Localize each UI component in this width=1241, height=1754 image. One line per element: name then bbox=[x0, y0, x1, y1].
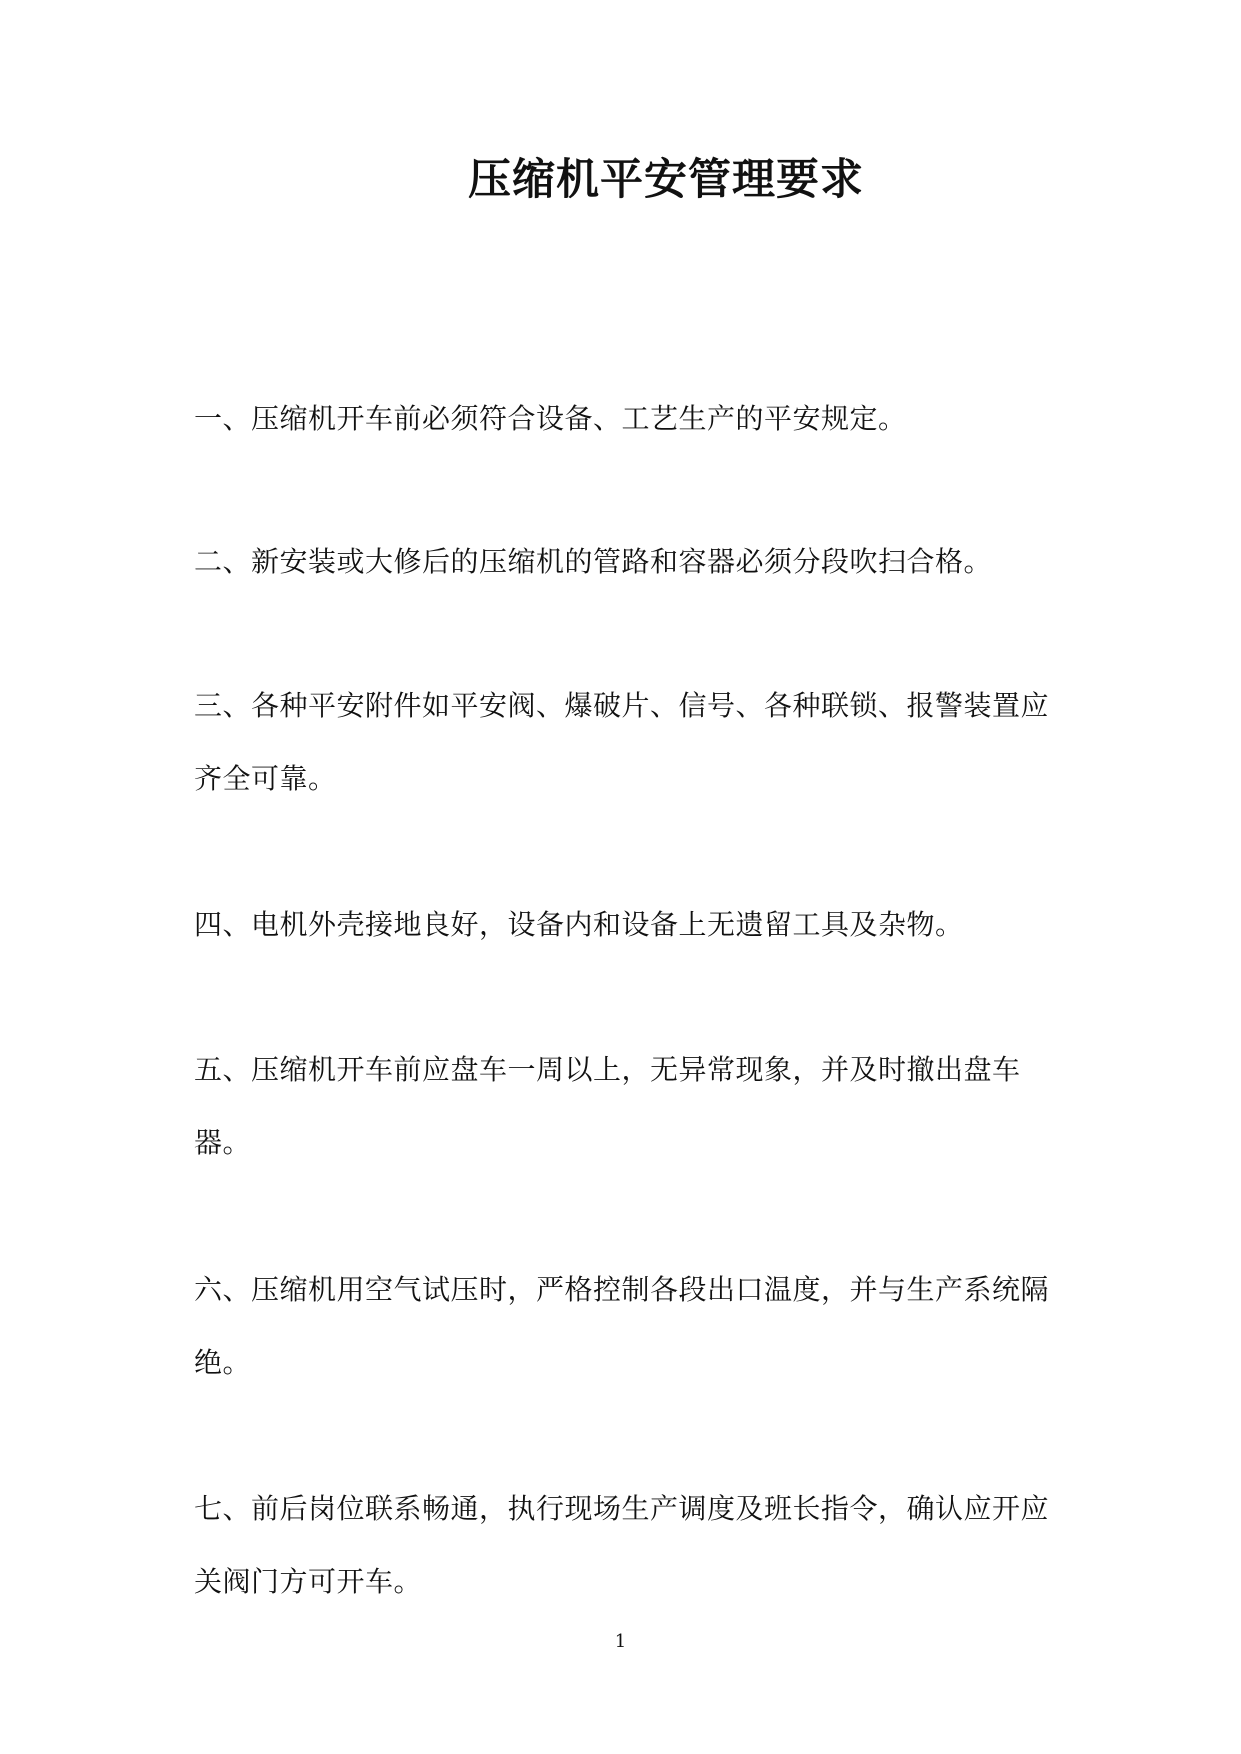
requirement-paragraph-3: 三、各种平安附件如平安阀、爆破片、信号、各种联锁、报警装置应齐全可靠。 bbox=[194, 689, 1050, 795]
requirement-paragraph-1: 一、压缩机开车前必须符合设备、工艺生产的平安规定。 bbox=[194, 402, 907, 435]
requirement-paragraph-2: 二、新安装或大修后的压缩机的管路和容器必须分段吹扫合格。 bbox=[194, 545, 993, 578]
document-title: 压缩机平安管理要求 bbox=[468, 155, 864, 205]
requirement-paragraph-6: 六、压缩机用空气试压时，严格控制各段出口温度，并与生产系统隔绝。 bbox=[194, 1273, 1050, 1379]
requirement-paragraph-7: 七、前后岗位联系畅通，执行现场生产调度及班长指令，确认应开应关阀门方可开车。 bbox=[194, 1492, 1050, 1598]
requirement-paragraph-4: 四、电机外壳接地良好，设备内和设备上无遗留工具及杂物。 bbox=[194, 908, 964, 941]
page-number: 1 bbox=[614, 1631, 627, 1652]
requirement-paragraph-5: 五、压缩机开车前应盘车一周以上，无异常现象，并及时撤出盘车器。 bbox=[194, 1053, 1021, 1159]
